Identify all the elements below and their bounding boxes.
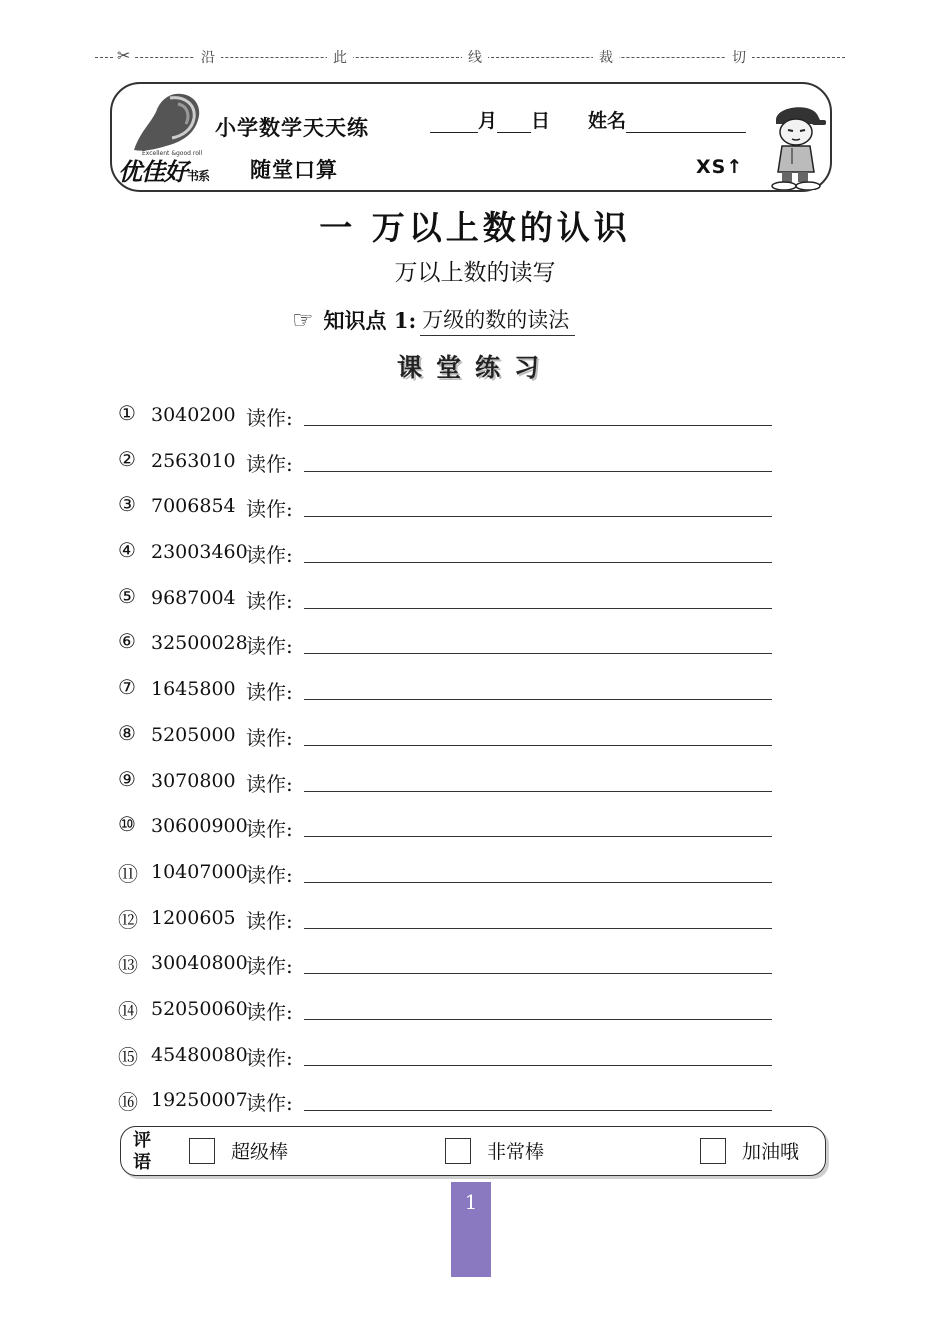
- cut-line-char: 沿: [195, 47, 221, 67]
- exercise-row: [118, 529, 778, 575]
- logo-thumb-icon: [126, 90, 206, 154]
- section-title: 万以上数的读写: [394, 260, 556, 286]
- exercise-number: ⑨: [118, 766, 136, 791]
- evaluation-label: [133, 1130, 153, 1174]
- evaluation-option-label: 非常棒: [487, 1141, 545, 1163]
- evaluation-label-char: 语: [133, 1152, 151, 1173]
- evaluation-option-label: 超级棒: [231, 1141, 289, 1163]
- answer-line[interactable]: [304, 516, 772, 517]
- exercise-number: ③: [118, 492, 136, 517]
- page-number: 1: [464, 1190, 478, 1214]
- cut-line-char: 此: [327, 47, 353, 67]
- worksheet-header: [110, 82, 832, 192]
- day-blank[interactable]: [497, 114, 531, 133]
- exercise-row: [118, 895, 778, 941]
- answer-line[interactable]: [304, 699, 772, 700]
- exercise-value: 30600900: [151, 815, 248, 838]
- evaluation-box: [120, 1126, 826, 1176]
- mascot-boy-icon: [762, 98, 828, 190]
- logo-tagline: Excellent &good roll: [142, 150, 203, 157]
- exercise-value: 45480080: [151, 1043, 248, 1066]
- logo-brand: [118, 152, 209, 187]
- answer-line[interactable]: [304, 973, 772, 974]
- exercise-value: 19250007: [151, 1089, 248, 1112]
- answer-line[interactable]: [304, 1065, 772, 1066]
- exercise-value: 1645800: [151, 678, 236, 701]
- answer-line[interactable]: [304, 928, 772, 929]
- exercise-row: [118, 1032, 778, 1078]
- exercise-value: 9687004: [151, 586, 236, 609]
- checkbox[interactable]: [700, 1138, 726, 1164]
- answer-line[interactable]: [304, 608, 772, 609]
- evaluation-option-keep-going[interactable]: [700, 1137, 799, 1164]
- book-code: XS↑: [696, 156, 744, 178]
- exercise-row: [118, 666, 778, 712]
- pointing-hand-icon: ☞: [292, 306, 314, 334]
- book-title: 小学数学天天练: [215, 116, 369, 140]
- logo-series: 书系: [187, 169, 210, 183]
- read-as-label: 读作:: [246, 1045, 293, 1070]
- knowledge-point-topic: 万级的数的读法: [420, 304, 575, 336]
- book-subtitle: 随堂口算: [250, 158, 338, 182]
- exercise-row: [118, 392, 778, 438]
- scissors-icon: ✂: [113, 46, 134, 65]
- read-as-label: 读作:: [246, 1091, 293, 1116]
- read-as-label: 读作:: [246, 588, 293, 613]
- knowledge-point: [292, 304, 575, 336]
- exercise-row: [118, 849, 778, 895]
- read-as-label: 读作:: [246, 771, 293, 796]
- exercise-value: 3070800: [151, 769, 236, 792]
- answer-line[interactable]: [304, 562, 772, 563]
- name-label: 姓名: [588, 110, 627, 132]
- exercise-row: [118, 483, 778, 529]
- evaluation-option-great[interactable]: [445, 1137, 544, 1164]
- answer-line[interactable]: [304, 745, 772, 746]
- exercise-row: [118, 986, 778, 1032]
- exercise-row: [118, 712, 778, 758]
- read-as-label: 读作:: [246, 862, 293, 887]
- evaluation-option-label: 加油哦: [742, 1141, 800, 1163]
- exercise-number: ⑬: [118, 953, 138, 978]
- exercise-number: ①: [118, 401, 136, 425]
- read-as-label: 读作:: [246, 680, 293, 705]
- exercise-number: ⑯: [118, 1090, 138, 1115]
- exercise-row: [118, 575, 778, 621]
- answer-line[interactable]: [304, 653, 772, 654]
- answer-line[interactable]: [304, 1110, 772, 1111]
- answer-line[interactable]: [304, 836, 772, 837]
- cut-line-char: 线: [462, 47, 488, 67]
- exercise-value: 30040800: [151, 952, 248, 975]
- exercise-list: [118, 392, 778, 1123]
- exercise-number: ⑭: [118, 998, 138, 1023]
- answer-line[interactable]: [304, 1019, 772, 1020]
- read-as-label: 读作:: [246, 908, 293, 933]
- day-label: 日: [531, 110, 551, 132]
- month-label: 月: [478, 110, 498, 132]
- read-as-label: 读作:: [246, 817, 293, 842]
- evaluation-label-char: 评: [133, 1130, 151, 1151]
- exercise-value: 7006854: [151, 495, 236, 518]
- exercise-value: 32500028: [151, 632, 248, 655]
- read-as-label: 读作:: [246, 543, 293, 568]
- exercise-value: 1200605: [151, 906, 236, 929]
- read-as-label: 读作:: [246, 406, 293, 430]
- answer-line[interactable]: [304, 882, 772, 883]
- exercise-value: 5205000: [151, 723, 236, 746]
- answer-line[interactable]: [304, 471, 772, 472]
- class-practice-title: 课堂练习: [396, 353, 553, 382]
- exercise-number: ⑦: [118, 675, 136, 700]
- chapter-title: 一 万以上数的认识: [319, 208, 631, 247]
- exercise-row: [118, 438, 778, 484]
- exercise-number: ⑫: [118, 907, 138, 932]
- knowledge-point-label: 知识点 1:: [323, 308, 417, 333]
- exercise-number: ⑥: [118, 629, 136, 654]
- exercise-row: [118, 940, 778, 986]
- exercise-number: ④: [118, 538, 136, 563]
- exercise-number: ②: [118, 446, 136, 471]
- month-blank[interactable]: [430, 114, 478, 133]
- exercise-row: [118, 620, 778, 666]
- checkbox[interactable]: [445, 1138, 471, 1164]
- read-as-label: 读作:: [246, 954, 293, 979]
- exercise-row: [118, 803, 778, 849]
- page-number-tab: [451, 1182, 491, 1277]
- exercise-value: 10407000: [151, 860, 248, 883]
- exercise-number: ⑩: [118, 812, 136, 837]
- name-blank[interactable]: [626, 114, 746, 133]
- read-as-label: 读作:: [246, 999, 293, 1024]
- date-fields: [430, 106, 550, 133]
- exercise-value: 2563010: [151, 449, 236, 472]
- cut-line-char: 裁: [593, 47, 619, 67]
- exercise-number: ⑤: [118, 583, 136, 608]
- answer-line[interactable]: [304, 791, 772, 792]
- exercise-row: [118, 1077, 778, 1123]
- cut-line-char: 切: [726, 47, 752, 67]
- read-as-label: 读作:: [246, 634, 293, 659]
- exercise-number: ⑮: [118, 1044, 138, 1069]
- exercise-value: 52050060: [151, 997, 248, 1020]
- read-as-label: 读作:: [246, 497, 293, 522]
- name-field: [588, 106, 746, 133]
- evaluation-option-excellent[interactable]: [189, 1137, 288, 1164]
- exercise-number: ⑧: [118, 720, 136, 745]
- checkbox[interactable]: [189, 1138, 215, 1164]
- exercise-value: 3040200: [151, 404, 236, 426]
- answer-line[interactable]: [304, 425, 772, 426]
- exercise-row: [118, 758, 778, 804]
- read-as-label: 读作:: [246, 451, 293, 476]
- exercise-value: 23003460: [151, 541, 248, 564]
- cut-line: [95, 46, 845, 68]
- exercise-number: ⑪: [118, 861, 138, 886]
- read-as-label: 读作:: [246, 725, 293, 750]
- logo-brand-name: 优佳好: [118, 158, 187, 186]
